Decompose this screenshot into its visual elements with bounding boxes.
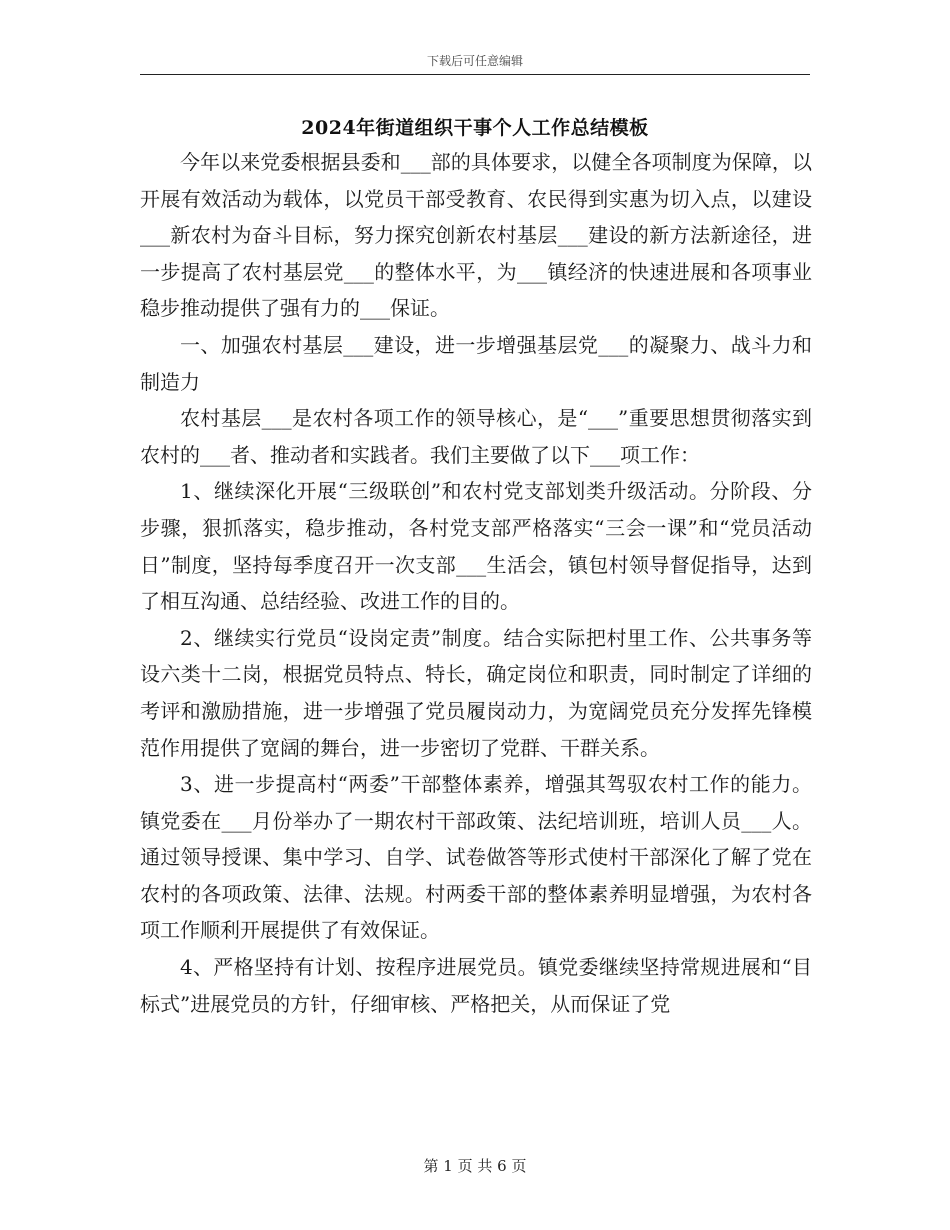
header-divider xyxy=(140,74,810,75)
page-number: 第 1 页 共 6 页 xyxy=(423,1157,527,1175)
paragraph-intro: 今年以来党委根据县委和___部的具体要求，以健全各项制度为保障，以开展有效活动为载体，以党员干部受教育、农民得到实惠为切入点，以建设___新农村为奋斗目标，努力探究创新农村基层___建设的新方法新途径，进一步提高了农村基层党___的整体水平，为___镇经济的快速进展和各项事业稳步推动提供了强有力的___保证。 xyxy=(140,150,812,321)
paragraph-item-3: 3、进一步提高村“两委”干部整体素养，增强其驾驭农村工作的能力。镇党委在___月份举办了一期农村干部政策、法纪培训班，培训人员___人。通过领导授课、集中学习、自学、试卷做答等形式使村干部深化了解了党在农村的各项政策、法律、法规。村两委干部的整体素养明显增强，为农村各项工作顺利开展提供了有效保证。 xyxy=(140,772,812,943)
paragraph-section-heading: 一、加强农村基层___建设，进一步增强基层党___的凝聚力、战斗力和制造力 xyxy=(140,332,812,394)
paragraph-item-1: 1、继续深化开展“三级联创”和农村党支部划类升级活动。分阶段、分步骤，狠抓落实，稳步推动，各村党支部严格落实“三会一课”和“党员活动日”制度，坚持每季度召开一次支部___生活会，镇包村领导督促指导，达到了相互沟通、总结经验、改进工作的目的。 xyxy=(140,479,812,614)
document-title: 2024年街道组织干事个人工作总结模板 xyxy=(301,117,649,139)
paragraph-item-4: 4、严格坚持有计划、按程序进展党员。镇党委继续坚持常规进展和“目标式”进展党员的方针，仔细审核、严格把关，从而保证了党 xyxy=(140,955,812,1016)
paragraph-item-2: 2、继续实行党员“设岗定责”制度。结合实际把村里工作、公共事务等设六类十二岗，根据党员特点、特长，确定岗位和职责，同时制定了详细的考评和激励措施，进一步增强了党员履岗动力，为宽阔党员充分发挥先锋模范作用提供了宽阔的舞台，进一步密切了党群、干群关系。 xyxy=(140,625,812,760)
paragraph-overview: 农村基层___是农村各项工作的领导核心，是“___”重要思想贯彻落实到农村的___者、推动者和实践者。我们主要做了以下___项工作： xyxy=(140,406,812,467)
document-body xyxy=(140,144,812,1022)
header-note: 下载后可任意编辑 xyxy=(426,54,523,68)
